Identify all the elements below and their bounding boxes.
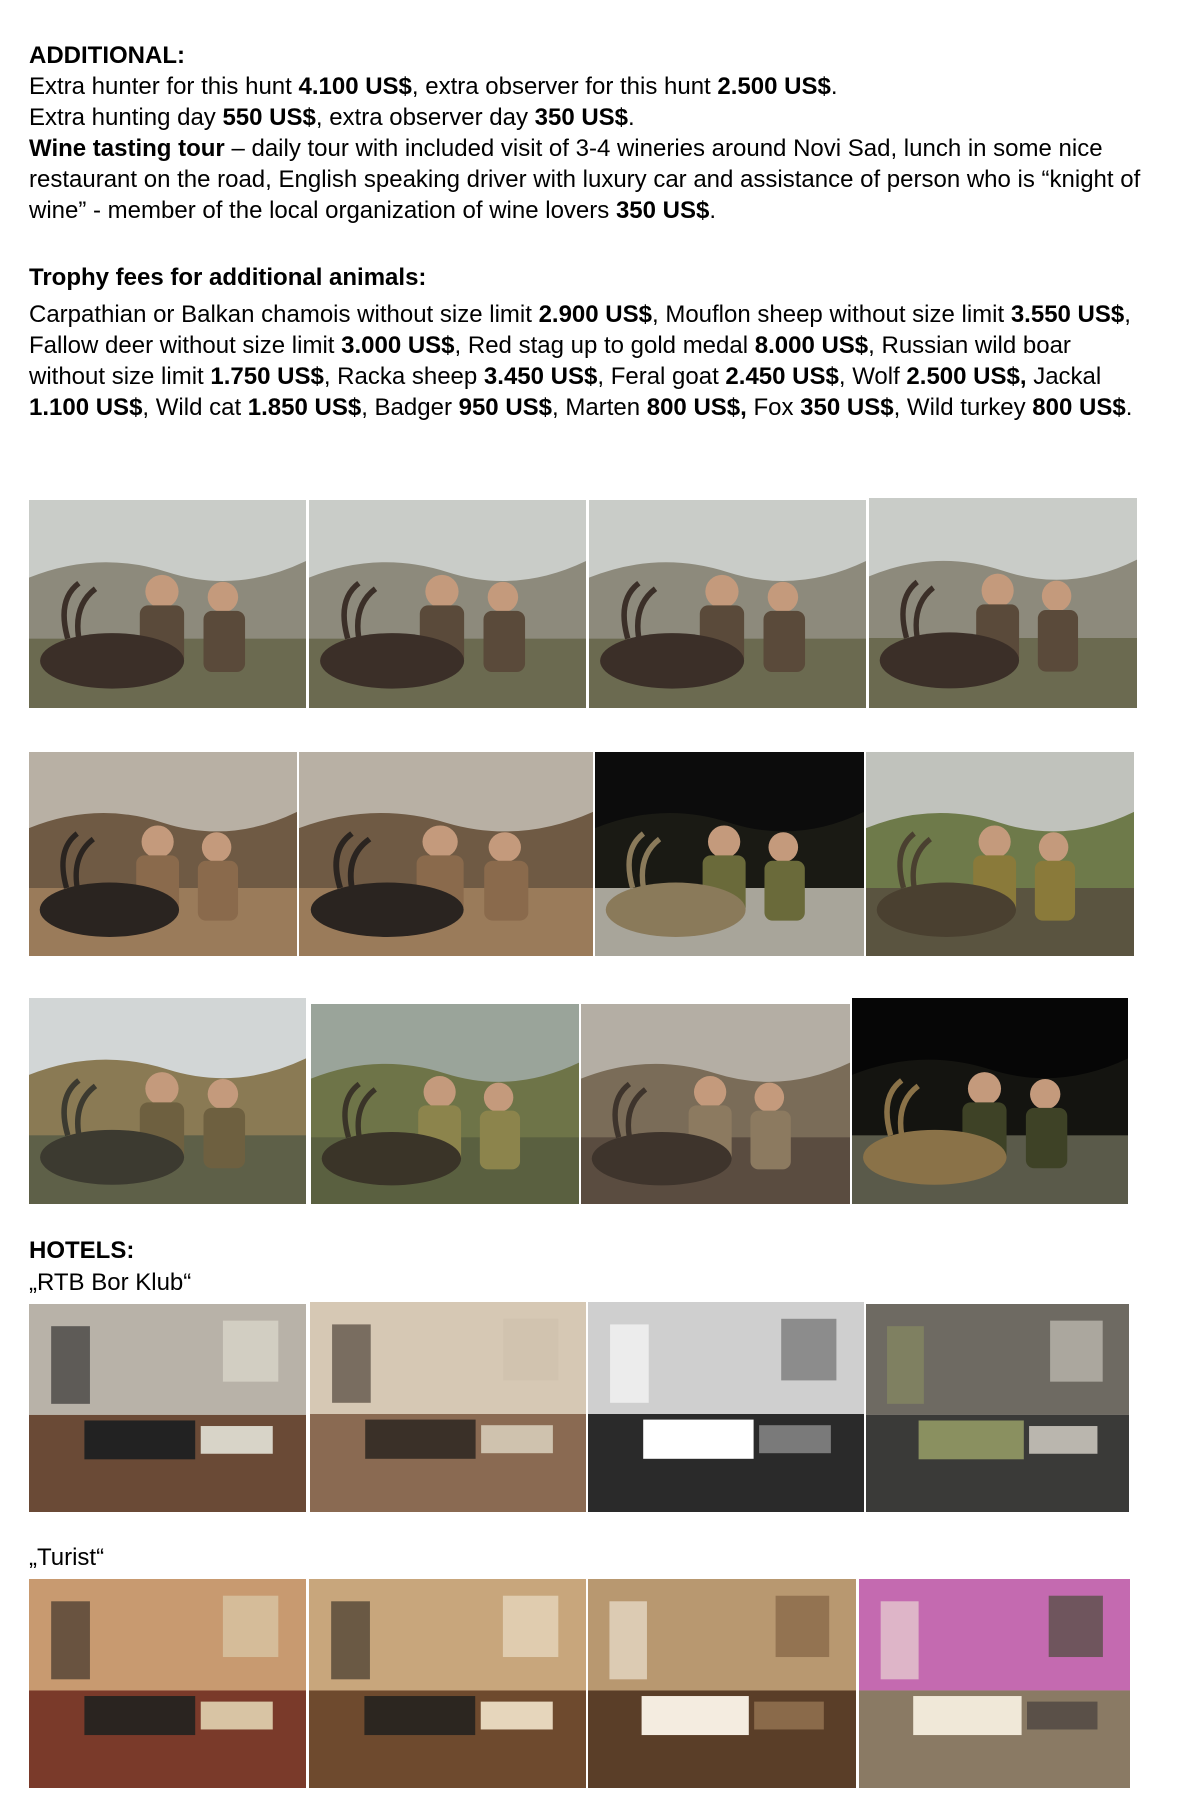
trophy-separator: , xyxy=(454,332,468,359)
additional-section xyxy=(29,40,1149,226)
trophy-separator: , xyxy=(1124,301,1131,328)
trophy-animal: Carpathian or Balkan chamois without size limit xyxy=(29,301,539,328)
trophy-separator: , xyxy=(323,363,338,390)
trophy-animal: Wild cat xyxy=(155,394,248,421)
trophy-animal: Fallow deer without size limit xyxy=(29,332,342,359)
chamois-trophy-photo xyxy=(869,498,1137,708)
hotel-lobby-photo xyxy=(29,1304,306,1512)
wine-tour-text: – daily tour with included visit of 3-4 wineries around Novi Sad, lunch in some nice restaurant on the road, English speaking driver with luxury car and assistance of person who is “knight of wine” - member of the local organization of wine lovers xyxy=(29,135,1141,224)
mouflon-trophy-photo xyxy=(29,752,297,956)
trophy-price: 350 US$ xyxy=(800,394,894,421)
feral-goat-trophy-photo xyxy=(581,1004,850,1204)
wine-tour-title: Wine tasting tour xyxy=(29,135,225,162)
trophy-fee-list xyxy=(29,299,1149,423)
trophy-separator: , xyxy=(893,394,907,421)
additional-heading: ADDITIONAL: xyxy=(29,42,185,69)
racka-sheep-trophy-photo xyxy=(29,998,306,1204)
text-fragment: , extra observer for this hunt xyxy=(411,73,718,100)
hotels-heading: HOTELS: xyxy=(29,1237,135,1264)
hotel-room-photo xyxy=(29,1579,306,1788)
trophy-animal: Badger xyxy=(374,394,459,421)
hotel-restaurant-photo xyxy=(588,1579,856,1788)
extra-day-line xyxy=(29,102,1149,133)
text-fragment: . xyxy=(830,73,838,100)
hotel-restaurant-photo xyxy=(588,1302,864,1512)
trophy-separator: , xyxy=(597,363,611,390)
trophy-animal: Wolf xyxy=(852,363,907,390)
trophy-separator: . xyxy=(1125,394,1133,421)
trophy-price: 8.000 US$ xyxy=(754,332,869,359)
hotel-name-rtb-bor: „RTB Bor Klub“ xyxy=(29,1269,192,1296)
price: 350 US$ xyxy=(615,197,710,224)
price: 550 US$ xyxy=(222,104,316,131)
trophy-separator: , xyxy=(361,394,375,421)
chamois-trophy-photo xyxy=(29,500,306,708)
trophy-animal: Fox xyxy=(753,394,801,421)
fallow-deer-trophy-photo xyxy=(866,752,1134,956)
chamois-trophy-photo xyxy=(589,500,866,708)
hotel-name-turist: „Turist“ xyxy=(29,1544,105,1571)
hotel-terrace-photo xyxy=(866,1304,1129,1512)
text-fragment: , extra observer day xyxy=(315,104,535,131)
trophy-price: 1.850 US$ xyxy=(247,394,362,421)
trophy-separator: , xyxy=(651,301,666,328)
trophy-price: 950 US$ xyxy=(458,394,553,421)
trophy-animal: Russian wild boar without size limit xyxy=(29,332,1071,390)
trophy-price: 3.550 US$ xyxy=(1010,301,1125,328)
trophy-price: 2.900 US$ xyxy=(538,301,652,328)
text-fragment: Extra hunter for this hunt xyxy=(29,73,299,100)
trophy-animal: Red stag up to gold medal xyxy=(467,332,755,359)
trophy-section xyxy=(29,262,1149,423)
trophy-price: 2.450 US$ xyxy=(725,363,839,390)
trophy-animal: Feral goat xyxy=(610,363,726,390)
fallow-deer-night-photo xyxy=(595,752,864,956)
trophy-price: 1.100 US$ xyxy=(29,394,143,421)
trophy-animal: Marten xyxy=(565,394,647,421)
trophy-animal: Jackal xyxy=(1033,363,1102,390)
trophy-price: 3.450 US$ xyxy=(483,363,598,390)
price: 2.500 US$ xyxy=(717,73,831,100)
trophy-heading: Trophy fees for additional animals: xyxy=(29,264,427,291)
trophy-price: 1.750 US$ xyxy=(210,363,324,390)
trophy-separator: , xyxy=(838,363,853,390)
mouflon-trophy-photo xyxy=(299,752,593,956)
text-fragment: . xyxy=(628,104,635,131)
trophy-price: 800 US$ xyxy=(1032,394,1126,421)
trophy-separator: , xyxy=(868,332,882,359)
trophy-separator: , xyxy=(142,394,156,421)
hotel-room-photo xyxy=(309,1579,586,1788)
trophy-animal: Wild turkey xyxy=(906,394,1033,421)
trophy-price: 3.000 US$ xyxy=(341,332,455,359)
extra-hunter-line xyxy=(29,71,1149,102)
text-fragment: Extra hunting day xyxy=(29,104,223,131)
wild-boar-trophy-photo xyxy=(311,1004,579,1204)
price: 4.100 US$ xyxy=(298,73,412,100)
trophy-animal: Mouflon sheep without size limit xyxy=(665,301,1011,328)
hotel-room-photo xyxy=(310,1302,586,1512)
price: 350 US$ xyxy=(534,104,629,131)
wine-tour-paragraph xyxy=(29,133,1149,226)
chamois-trophy-photo xyxy=(309,500,586,708)
trophy-separator: , xyxy=(552,394,566,421)
trophy-price: 800 US$, xyxy=(646,394,747,421)
hotel-terrace-photo xyxy=(859,1579,1130,1788)
wild-cat-night-photo xyxy=(852,998,1128,1204)
trophy-price: 2.500 US$, xyxy=(906,363,1027,390)
trophy-animal: Racka sheep xyxy=(337,363,484,390)
text-fragment: . xyxy=(709,197,717,224)
